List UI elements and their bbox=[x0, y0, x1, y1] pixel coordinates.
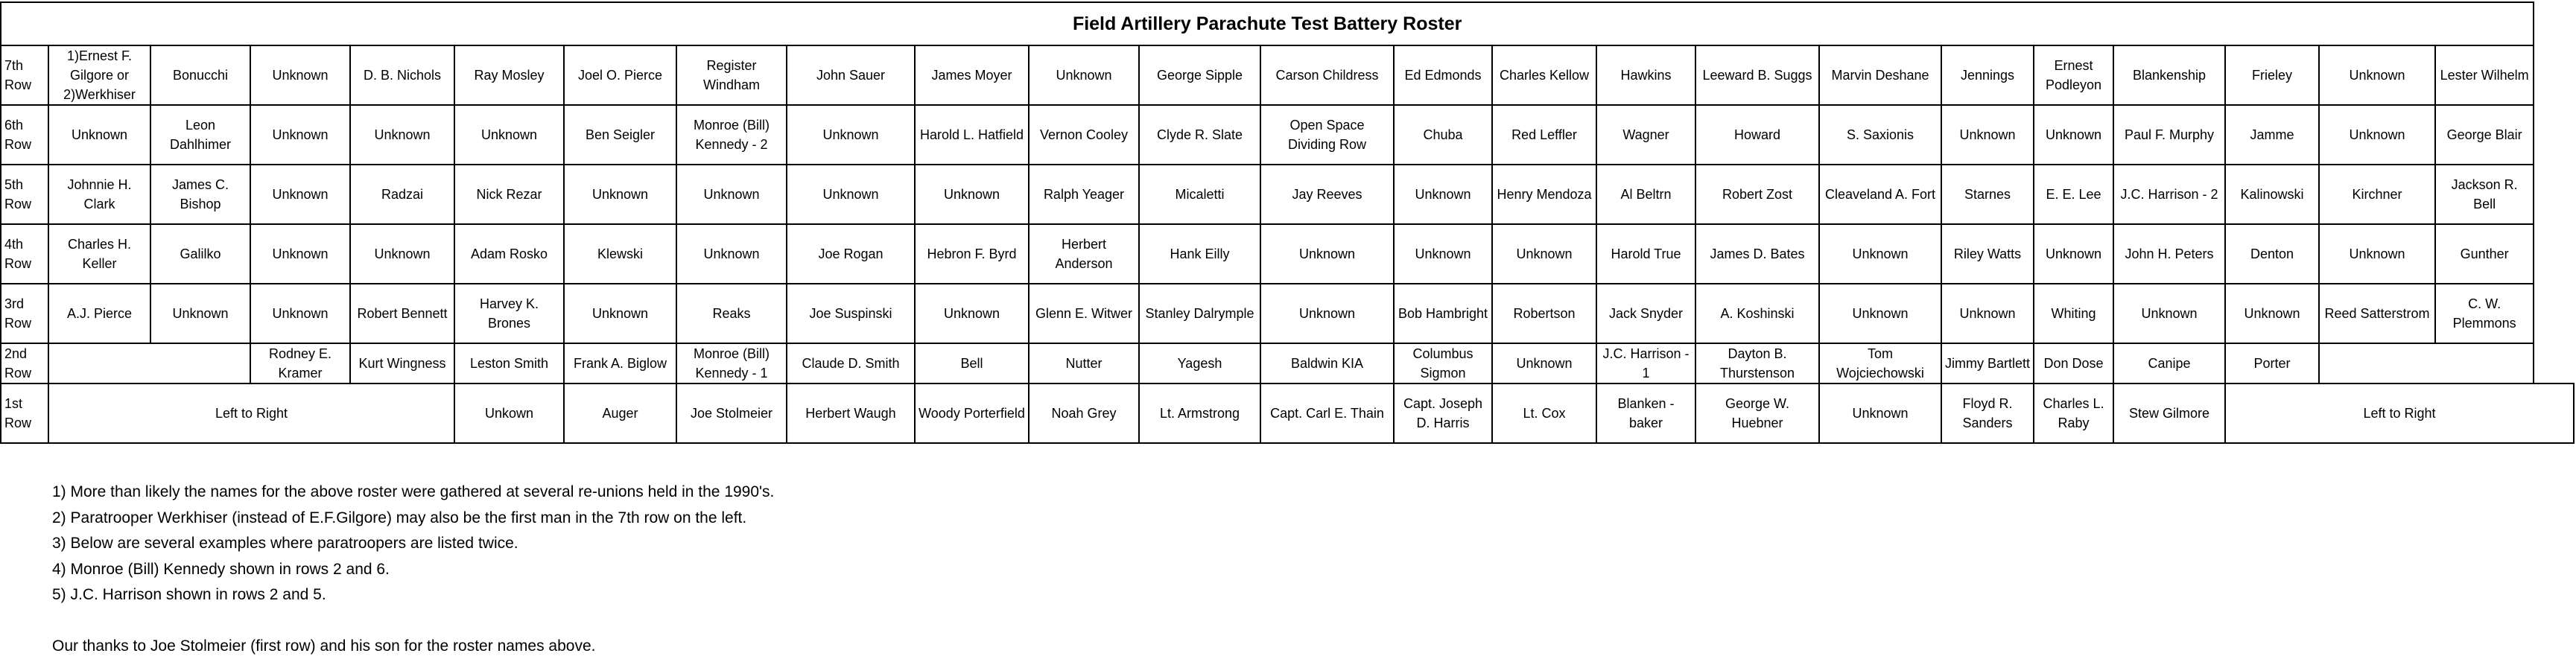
roster-cell: Joe Stolmeier bbox=[676, 383, 787, 443]
roster-cell: C. W. Plemmons bbox=[2435, 284, 2534, 343]
roster-cell: 1)Ernest F. Gilgore or 2)Werkhiser bbox=[48, 45, 150, 105]
roster-cell: Unknown bbox=[787, 105, 915, 165]
roster-cell: Yagesh bbox=[1139, 343, 1260, 383]
row-label: 6th Row bbox=[1, 105, 48, 165]
roster-cell: Open Space Dividing Row bbox=[1260, 105, 1394, 165]
roster-cell: Woody Porterfield bbox=[915, 383, 1029, 443]
roster-cell: Jamme bbox=[2225, 105, 2319, 165]
roster-cell: Unknown bbox=[1394, 224, 1492, 284]
roster-cell: Columbus Sigmon bbox=[1394, 343, 1492, 383]
roster-cell: Al Beltrn bbox=[1596, 165, 1695, 224]
roster-cell: Leon Dahlhimer bbox=[150, 105, 250, 165]
roster-cell: Chuba bbox=[1394, 105, 1492, 165]
roster-cell: Nick Rezar bbox=[454, 165, 564, 224]
roster-cell: Gunther bbox=[2435, 224, 2534, 284]
roster-cell: Tom Wojciechowski bbox=[1819, 343, 1941, 383]
roster-cell: Glenn E. Witwer bbox=[1029, 284, 1139, 343]
roster-cell: Red Leffler bbox=[1492, 105, 1596, 165]
roster-cell: Bob Hambright bbox=[1394, 284, 1492, 343]
roster-cell: Kurt Wingness bbox=[350, 343, 454, 383]
roster-cell: Canipe bbox=[2113, 343, 2225, 383]
roster-cell: Monroe (Bill) Kennedy - 2 bbox=[676, 105, 787, 165]
table-row bbox=[1, 383, 2574, 443]
roster-cell: Radzai bbox=[350, 165, 454, 224]
roster-cell: Unknown bbox=[2319, 105, 2435, 165]
roster-cell: Jackson R. Bell bbox=[2435, 165, 2534, 224]
roster-cell: Reaks bbox=[676, 284, 787, 343]
table-row bbox=[1, 224, 2574, 284]
roster-cell-empty bbox=[2319, 343, 2534, 383]
roster-table bbox=[0, 1, 2575, 444]
roster-cell: A. Koshinski bbox=[1695, 284, 1819, 343]
roster-cell: Galilko bbox=[150, 224, 250, 284]
roster-cell: John Sauer bbox=[787, 45, 915, 105]
note-line: 5) J.C. Harrison shown in rows 2 and 5. bbox=[52, 586, 326, 603]
roster-sheet bbox=[0, 1, 2575, 444]
roster-cell: Lt. Armstrong bbox=[1139, 383, 1260, 443]
direction-label: Left to Right bbox=[2225, 383, 2574, 443]
roster-cell: Unknown bbox=[2225, 284, 2319, 343]
note-line: 1) More than likely the names for the above roster were gathered at several re-unions held in the 1990's. bbox=[52, 483, 775, 500]
table-row bbox=[1, 343, 2574, 383]
roster-cell: Frank A. Biglow bbox=[564, 343, 676, 383]
direction-label: Left to Right bbox=[48, 383, 454, 443]
roster-cell: Robert Bennett bbox=[350, 284, 454, 343]
roster-cell: Carson Childress bbox=[1260, 45, 1394, 105]
roster-cell: Blanken - baker bbox=[1596, 383, 1695, 443]
roster-cell: John H. Peters bbox=[2113, 224, 2225, 284]
table-row bbox=[1, 284, 2574, 343]
roster-cell: Robert Zost bbox=[1695, 165, 1819, 224]
roster-cell: Kalinowski bbox=[2225, 165, 2319, 224]
roster-cell: Unknown bbox=[915, 165, 1029, 224]
roster-cell: Reed Satterstrom bbox=[2319, 284, 2435, 343]
roster-cell: Adam Rosko bbox=[454, 224, 564, 284]
roster-cell: George Blair bbox=[2435, 105, 2534, 165]
roster-cell: James Moyer bbox=[915, 45, 1029, 105]
roster-cell: Herbert Waugh bbox=[787, 383, 915, 443]
roster-cell: Porter bbox=[2225, 343, 2319, 383]
roster-cell: Clyde R. Slate bbox=[1139, 105, 1260, 165]
roster-cell: Charles Kellow bbox=[1492, 45, 1596, 105]
roster-cell: Henry Mendoza bbox=[1492, 165, 1596, 224]
roster-cell: Joel O. Pierce bbox=[564, 45, 676, 105]
roster-cell: Unknown bbox=[1492, 224, 1596, 284]
roster-cell: Unknown bbox=[2034, 105, 2113, 165]
roster-cell: Howard bbox=[1695, 105, 1819, 165]
roster-cell: Ernest Podleyon bbox=[2034, 45, 2113, 105]
row-label: 1st Row bbox=[1, 383, 48, 443]
roster-cell: Jimmy Bartlett bbox=[1941, 343, 2034, 383]
roster-notes bbox=[52, 480, 774, 659]
roster-cell: Jay Reeves bbox=[1260, 165, 1394, 224]
roster-cell-empty bbox=[48, 343, 250, 383]
roster-cell: Bonucchi bbox=[150, 45, 250, 105]
roster-cell: Wagner bbox=[1596, 105, 1695, 165]
roster-cell: Unknown bbox=[676, 165, 787, 224]
roster-cell: James D. Bates bbox=[1695, 224, 1819, 284]
roster-cell: Nutter bbox=[1029, 343, 1139, 383]
roster-cell: Unknown bbox=[250, 284, 350, 343]
roster-cell: Hebron F. Byrd bbox=[915, 224, 1029, 284]
roster-cell: George W. Huebner bbox=[1695, 383, 1819, 443]
roster-cell: Unknown bbox=[1260, 284, 1394, 343]
roster-cell: Unknown bbox=[564, 284, 676, 343]
roster-cell: Unknown bbox=[564, 165, 676, 224]
roster-cell: Starnes bbox=[1941, 165, 2034, 224]
roster-cell: Unknown bbox=[2319, 224, 2435, 284]
roster-cell: Unknown bbox=[150, 284, 250, 343]
roster-cell: Joe Suspinski bbox=[787, 284, 915, 343]
roster-cell: Bell bbox=[915, 343, 1029, 383]
roster-cell: J.C. Harrison - 2 bbox=[2113, 165, 2225, 224]
note-line: 2) Paratrooper Werkhiser (instead of E.F.Gilgore) may also be the first man in the 7th row on the left. bbox=[52, 509, 747, 526]
roster-cell: Unknown bbox=[350, 224, 454, 284]
roster-cell: James C. Bishop bbox=[150, 165, 250, 224]
roster-cell: Unknown bbox=[454, 105, 564, 165]
table-row bbox=[1, 165, 2574, 224]
roster-cell: Ed Edmonds bbox=[1394, 45, 1492, 105]
roster-cell: Unknown bbox=[1819, 224, 1941, 284]
note-line: 4) Monroe (Bill) Kennedy shown in rows 2 and 6. bbox=[52, 560, 390, 578]
roster-cell: Unknown bbox=[2319, 45, 2435, 105]
roster-cell: Unknown bbox=[676, 224, 787, 284]
roster-cell: Unknown bbox=[250, 224, 350, 284]
roster-cell: S. Saxionis bbox=[1819, 105, 1941, 165]
roster-cell: E. E. Lee bbox=[2034, 165, 2113, 224]
roster-cell: Unknown bbox=[250, 45, 350, 105]
roster-cell: A.J. Pierce bbox=[48, 284, 150, 343]
roster-cell: Ralph Yeager bbox=[1029, 165, 1139, 224]
roster-cell: Unknown bbox=[1819, 383, 1941, 443]
roster-cell: Dayton B. Thurstenson bbox=[1695, 343, 1819, 383]
roster-cell: Register Windham bbox=[676, 45, 787, 105]
roster-cell: Lt. Cox bbox=[1492, 383, 1596, 443]
roster-title: Field Artillery Parachute Test Battery Roster bbox=[1, 2, 2534, 45]
roster-cell: Auger bbox=[564, 383, 676, 443]
roster-cell: Ray Mosley bbox=[454, 45, 564, 105]
roster-cell: Ben Seigler bbox=[564, 105, 676, 165]
roster-cell: Unknown bbox=[250, 165, 350, 224]
row-label: 4th Row bbox=[1, 224, 48, 284]
roster-cell: George Sipple bbox=[1139, 45, 1260, 105]
row-label: 3rd Row bbox=[1, 284, 48, 343]
roster-cell: Whiting bbox=[2034, 284, 2113, 343]
roster-cell: Rodney E. Kramer bbox=[250, 343, 350, 383]
roster-cell: Micaletti bbox=[1139, 165, 1260, 224]
roster-cell: Charles H. Keller bbox=[48, 224, 150, 284]
roster-cell: Hawkins bbox=[1596, 45, 1695, 105]
roster-cell: Unknown bbox=[1394, 165, 1492, 224]
roster-cell: Unknown bbox=[48, 105, 150, 165]
table-row bbox=[1, 105, 2574, 165]
roster-cell: Unknown bbox=[787, 165, 915, 224]
roster-cell: Paul F. Murphy bbox=[2113, 105, 2225, 165]
roster-cell: Unknown bbox=[1941, 284, 2034, 343]
roster-cell: Unkown bbox=[454, 383, 564, 443]
roster-cell: Capt. Joseph D. Harris bbox=[1394, 383, 1492, 443]
roster-cell: Capt. Carl E. Thain bbox=[1260, 383, 1394, 443]
roster-cell: Unknown bbox=[1029, 45, 1139, 105]
roster-cell: Floyd R. Sanders bbox=[1941, 383, 2034, 443]
table-row bbox=[1, 45, 2574, 105]
roster-cell: Claude D. Smith bbox=[787, 343, 915, 383]
roster-cell: Harold True bbox=[1596, 224, 1695, 284]
roster-cell: Monroe (Bill) Kennedy - 1 bbox=[676, 343, 787, 383]
roster-cell: Herbert Anderson bbox=[1029, 224, 1139, 284]
roster-cell: Stanley Dalrymple bbox=[1139, 284, 1260, 343]
roster-cell: Unknown bbox=[350, 105, 454, 165]
row-label: 2nd Row bbox=[1, 343, 48, 383]
row-label: 5th Row bbox=[1, 165, 48, 224]
roster-cell: Joe Rogan bbox=[787, 224, 915, 284]
roster-cell: Jack Snyder bbox=[1596, 284, 1695, 343]
roster-cell: Unknown bbox=[1941, 105, 2034, 165]
roster-cell: Hank Eilly bbox=[1139, 224, 1260, 284]
roster-cell: Blankenship bbox=[2113, 45, 2225, 105]
roster-cell: Unknown bbox=[250, 105, 350, 165]
roster-cell: Frieley bbox=[2225, 45, 2319, 105]
roster-cell: Unknown bbox=[915, 284, 1029, 343]
roster-cell: Unknown bbox=[1492, 343, 1596, 383]
roster-cell: Don Dose bbox=[2034, 343, 2113, 383]
roster-cell: Noah Grey bbox=[1029, 383, 1139, 443]
thanks-line: Our thanks to Joe Stolmeier (first row) and his son for the roster names above. bbox=[52, 637, 596, 655]
roster-cell: Klewski bbox=[564, 224, 676, 284]
roster-cell: J.C. Harrison - 1 bbox=[1596, 343, 1695, 383]
roster-cell: Harvey K. Brones bbox=[454, 284, 564, 343]
roster-cell: Kirchner bbox=[2319, 165, 2435, 224]
roster-cell: Jennings bbox=[1941, 45, 2034, 105]
roster-cell: Leeward B. Suggs bbox=[1695, 45, 1819, 105]
roster-cell: Cleaveland A. Fort bbox=[1819, 165, 1941, 224]
row-label: 7th Row bbox=[1, 45, 48, 105]
roster-cell: Stew Gilmore bbox=[2113, 383, 2225, 443]
roster-cell: Johnnie H. Clark bbox=[48, 165, 150, 224]
roster-cell: Denton bbox=[2225, 224, 2319, 284]
note-line: 3) Below are several examples where paratroopers are listed twice. bbox=[52, 535, 518, 552]
roster-cell: Charles L. Raby bbox=[2034, 383, 2113, 443]
roster-cell: Robertson bbox=[1492, 284, 1596, 343]
roster-cell: Marvin Deshane bbox=[1819, 45, 1941, 105]
roster-cell: Leston Smith bbox=[454, 343, 564, 383]
roster-cell: Riley Watts bbox=[1941, 224, 2034, 284]
roster-cell: Unknown bbox=[1260, 224, 1394, 284]
roster-cell: Unknown bbox=[1819, 284, 1941, 343]
roster-cell: Lester Wilhelm bbox=[2435, 45, 2534, 105]
roster-cell: Unknown bbox=[2034, 224, 2113, 284]
roster-cell: Vernon Cooley bbox=[1029, 105, 1139, 165]
roster-cell: Unknown bbox=[2113, 284, 2225, 343]
roster-cell: Baldwin KIA bbox=[1260, 343, 1394, 383]
roster-cell: Harold L. Hatfield bbox=[915, 105, 1029, 165]
roster-cell: D. B. Nichols bbox=[350, 45, 454, 105]
